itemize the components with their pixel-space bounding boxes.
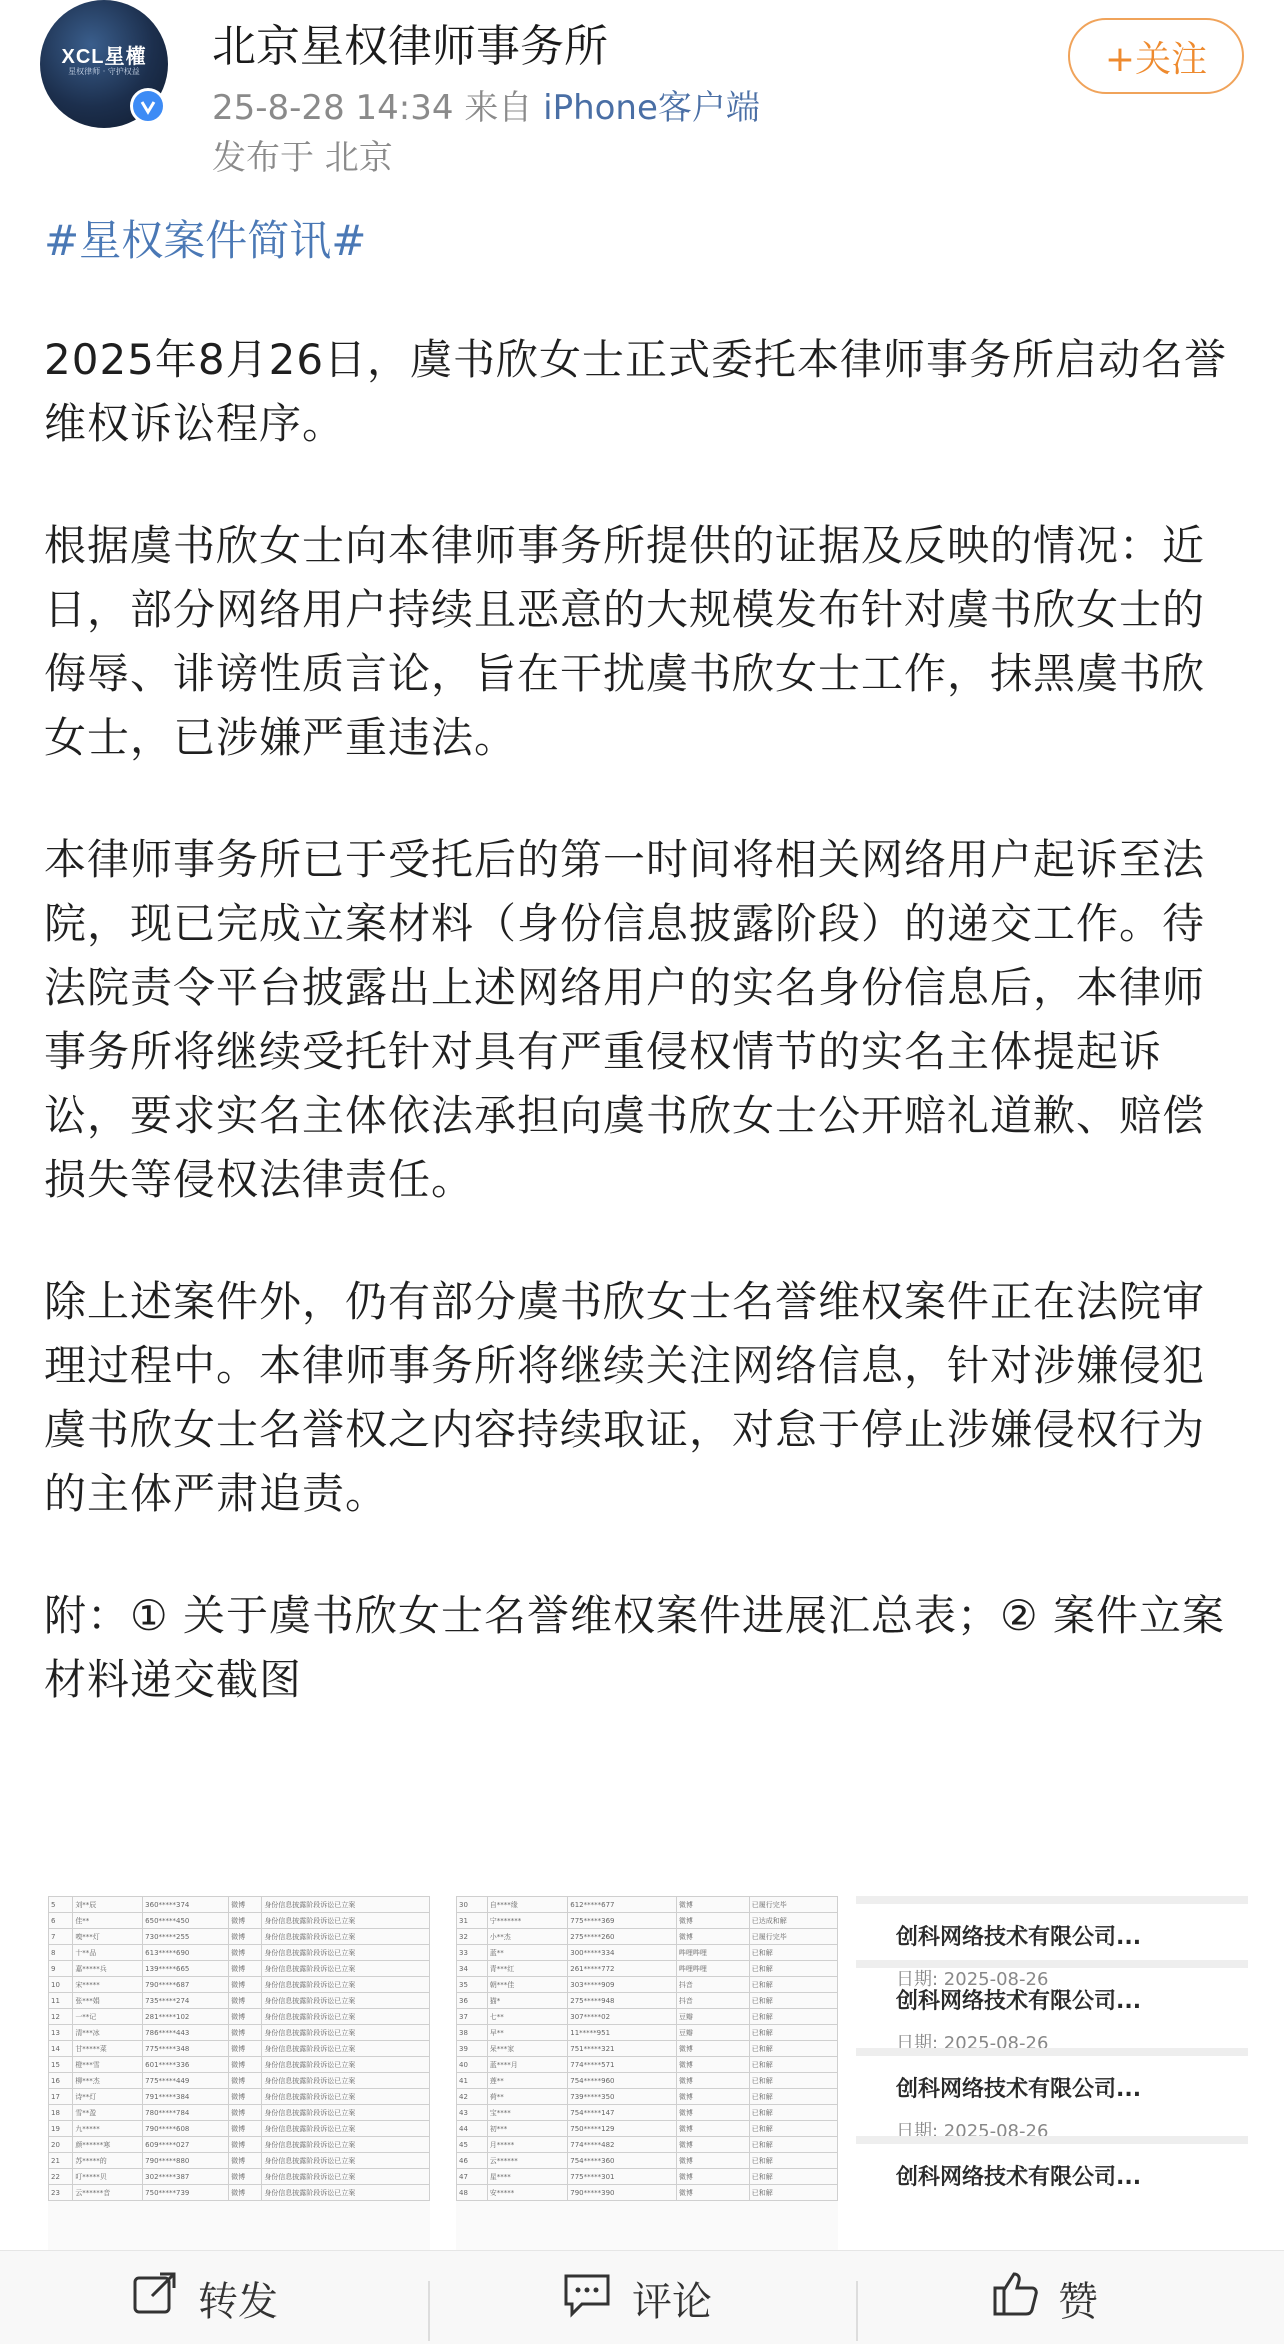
table-cell: 730*****255 xyxy=(143,1929,229,1945)
post-paragraph: 附：① 关于虞书欣女士名誉维权案件进展汇总表；② 案件立案材料递交截图 xyxy=(44,1591,1226,1704)
table-cell: 宋***** xyxy=(73,1977,143,1993)
table-cell: 豆瓣 xyxy=(676,2025,749,2041)
table-cell: 身份信息披露阶段诉讼已立案 xyxy=(262,2121,430,2137)
table-cell: 已和解 xyxy=(749,2105,837,2121)
case-table-2 xyxy=(456,1896,838,2201)
table-row xyxy=(49,2121,430,2137)
table-cell: 275*****260 xyxy=(568,1929,677,1945)
table-cell: 45 xyxy=(457,2137,488,2153)
table-row xyxy=(49,1977,430,1993)
table-row xyxy=(457,2025,838,2041)
table-cell: 微博 xyxy=(676,2169,749,2185)
table-cell: 613*****690 xyxy=(143,1945,229,1961)
table-row xyxy=(49,2025,430,2041)
table-cell: 已和解 xyxy=(749,2137,837,2153)
table-cell: 36 xyxy=(457,1993,488,2009)
table-row xyxy=(49,2137,430,2153)
table-cell: 35 xyxy=(457,1977,488,1993)
table-cell: 已和解 xyxy=(749,2121,837,2137)
like-button[interactable] xyxy=(990,2251,1098,2344)
repost-icon xyxy=(130,2268,180,2328)
table-cell: 5 xyxy=(49,1897,73,1913)
table-row xyxy=(49,2009,430,2025)
table-cell: 609*****027 xyxy=(143,2137,229,2153)
filing-card xyxy=(856,2048,1248,2142)
table-cell: 云****** xyxy=(487,2153,568,2169)
table-cell: 已履行完毕 xyxy=(749,1897,837,1913)
table-cell: 蓝****月 xyxy=(487,2057,568,2073)
table-row xyxy=(457,2185,838,2201)
table-cell: 七** xyxy=(487,2009,568,2025)
table-cell: 774*****571 xyxy=(568,2057,677,2073)
table-row xyxy=(49,2169,430,2185)
table-cell: 微博 xyxy=(676,2121,749,2137)
table-cell: 初*** xyxy=(487,2121,568,2137)
table-cell: 星**** xyxy=(487,2169,568,2185)
table-cell: 780*****784 xyxy=(143,2105,229,2121)
table-cell: 身份信息披露阶段诉讼已立案 xyxy=(262,1945,430,1961)
table-cell: 月***** xyxy=(487,2137,568,2153)
table-cell: 九***** xyxy=(73,2121,143,2137)
table-cell: 47 xyxy=(457,2169,488,2185)
table-row xyxy=(49,2057,430,2073)
table-cell: 呆***家 xyxy=(487,2041,568,2057)
table-cell: 23 xyxy=(49,2185,73,2201)
table-cell: 754*****960 xyxy=(568,2073,677,2089)
table-cell: 微博 xyxy=(229,2137,262,2153)
table-cell: 14 xyxy=(49,2041,73,2057)
repost-label: 转发 xyxy=(198,2278,278,2325)
verified-badge-icon xyxy=(130,88,166,124)
table-cell: 已和解 xyxy=(749,2153,837,2169)
table-cell: 微博 xyxy=(229,1945,262,1961)
table-cell: 身份信息披露阶段诉讼已立案 xyxy=(262,1961,430,1977)
table-cell: 31 xyxy=(457,1913,488,1929)
table-cell: 身份信息披露阶段诉讼已立案 xyxy=(262,1897,430,1913)
table-cell: 柳***杰 xyxy=(73,2073,143,2089)
post-paragraph: 本律师事务所已于受托后的第一时间将相关网络用户起诉至法院，现已完成立案材料（身份信息披露阶段）的递交工作。待法院责令平台披露出上述网络用户的实名身份信息后，本律师事务所将继续受托针对具有严重侵权情节的实名主体提起诉讼，要求实名主体依法承担向虞书欣女士公开赔礼道歉、赔偿损失等侵权法律责任。 xyxy=(44,835,1206,1204)
table-cell: 已和解 xyxy=(749,1961,837,1977)
avatar-logo-subtext: 星权律师 · 守护权益 xyxy=(68,67,140,76)
table-cell: 32 xyxy=(457,1929,488,1945)
table-cell: 已和解 xyxy=(749,2089,837,2105)
table-row xyxy=(457,2105,838,2121)
table-row xyxy=(49,1993,430,2009)
table-row xyxy=(49,2153,430,2169)
table-cell: 佳** xyxy=(73,1913,143,1929)
comment-label: 评论 xyxy=(632,2278,712,2325)
table-cell: 微博 xyxy=(229,2073,262,2089)
table-row xyxy=(49,2185,430,2201)
table-cell: 6 xyxy=(49,1913,73,1929)
table-cell: 抖音 xyxy=(676,1977,749,1993)
avatar-logo-text: XCL星權 xyxy=(61,46,147,68)
table-cell: 微博 xyxy=(229,1977,262,1993)
table-row xyxy=(457,2153,838,2169)
follow-button[interactable]: +关注 xyxy=(1068,18,1244,94)
table-cell: 754*****147 xyxy=(568,2105,677,2121)
table-row xyxy=(457,2057,838,2073)
table-cell: 抖音 xyxy=(676,1993,749,2009)
table-row xyxy=(457,2041,838,2057)
table-cell: 16 xyxy=(49,2073,73,2089)
table-cell: 790*****880 xyxy=(143,2153,229,2169)
image-grid xyxy=(48,1896,1248,2250)
table-row xyxy=(457,1977,838,1993)
table-cell: 微博 xyxy=(676,1929,749,1945)
table-cell: 微博 xyxy=(676,2137,749,2153)
table-cell: 已和解 xyxy=(749,2185,837,2201)
table-cell: 739*****350 xyxy=(568,2089,677,2105)
table-cell: 甘*****菜 xyxy=(73,2041,143,2057)
post-location: 发布于 北京 xyxy=(212,138,393,178)
table-cell: 已和解 xyxy=(749,1945,837,1961)
table-cell: 早** xyxy=(487,2025,568,2041)
table-cell: 身份信息披露阶段诉讼已立案 xyxy=(262,2169,430,2185)
table-cell: 775*****369 xyxy=(568,1913,677,1929)
table-cell: 307*****02 xyxy=(568,2009,677,2025)
table-cell: 清***冰 xyxy=(73,2025,143,2041)
filing-card-company: 创科网络技术有限公司... xyxy=(896,1925,1142,1950)
table-cell: 46 xyxy=(457,2153,488,2169)
table-cell: 微博 xyxy=(229,2153,262,2169)
table-row xyxy=(49,1897,430,1913)
table-cell: 10 xyxy=(49,1977,73,1993)
table-cell: 微博 xyxy=(229,1929,262,1945)
divider xyxy=(428,2281,430,2341)
account-name[interactable]: 北京星权律师事务所 xyxy=(212,21,608,72)
table-cell: 775*****348 xyxy=(143,2041,229,2057)
table-cell: 猫* xyxy=(487,1993,568,2009)
table-cell: 身份信息披露阶段诉讼已立案 xyxy=(262,2185,430,2201)
table-cell: 41 xyxy=(457,2073,488,2089)
table-cell: 19 xyxy=(49,2121,73,2137)
table-row xyxy=(49,2105,430,2121)
thumbs-up-icon xyxy=(990,2268,1040,2328)
table-cell: 790*****390 xyxy=(568,2185,677,2201)
table-cell: 612*****677 xyxy=(568,1897,677,1913)
topic-hashtag[interactable]: #星权案件简讯# xyxy=(44,216,367,265)
table-cell: 15 xyxy=(49,2057,73,2073)
table-cell: 已和解 xyxy=(749,2169,837,2185)
table-cell: 775*****301 xyxy=(568,2169,677,2185)
post-meta xyxy=(212,80,760,129)
table-cell: 已和解 xyxy=(749,2073,837,2089)
table-cell: 微博 xyxy=(676,2041,749,2057)
comment-icon xyxy=(560,2268,614,2328)
repost-button[interactable] xyxy=(130,2251,278,2344)
table-row xyxy=(457,2009,838,2025)
table-cell: 微博 xyxy=(676,1913,749,1929)
table-cell: 601*****336 xyxy=(143,2057,229,2073)
table-cell: 微博 xyxy=(229,2057,262,2073)
table-cell: 300*****334 xyxy=(568,1945,677,1961)
table-cell: 朝***佳 xyxy=(487,1977,568,1993)
table-cell: 身份信息披露阶段诉讼已立案 xyxy=(262,2025,430,2041)
table-cell: 275*****948 xyxy=(568,1993,677,2009)
table-cell: 750*****129 xyxy=(568,2121,677,2137)
table-cell: 微博 xyxy=(229,2009,262,2025)
table-cell: 蓝** xyxy=(487,1945,568,1961)
table-cell: 735*****274 xyxy=(143,1993,229,2009)
table-cell: 微博 xyxy=(229,2041,262,2057)
table-cell: 44 xyxy=(457,2121,488,2137)
table-cell: 身份信息披露阶段诉讼已立案 xyxy=(262,2105,430,2121)
post-paragraph: 除上述案件外，仍有部分虞书欣女士名誉维权案件正在法院审理过程中。本律师事务所将继续关注网络信息，针对涉嫌侵犯虞书欣女士名誉权之内容持续取证，对怠于停止涉嫌侵权行为的主体严肃追责。 xyxy=(44,1277,1206,1518)
table-cell: 302*****387 xyxy=(143,2169,229,2185)
table-cell: 34 xyxy=(457,1961,488,1977)
table-cell: 790*****687 xyxy=(143,1977,229,1993)
table-cell: 微博 xyxy=(676,2057,749,2073)
table-cell: 已和解 xyxy=(749,2041,837,2057)
table-cell: 261*****772 xyxy=(568,1961,677,1977)
table-cell: 360*****374 xyxy=(143,1897,229,1913)
table-cell: 嗅***灯 xyxy=(73,1929,143,1945)
table-cell: 774*****482 xyxy=(568,2137,677,2153)
table-cell: 已和解 xyxy=(749,2057,837,2073)
table-cell: 43 xyxy=(457,2105,488,2121)
table-cell: 22 xyxy=(49,2169,73,2185)
table-row xyxy=(457,2121,838,2137)
table-row xyxy=(49,2041,430,2057)
table-cell: 微博 xyxy=(676,2153,749,2169)
table-cell: 微博 xyxy=(229,2121,262,2137)
table-cell: 30 xyxy=(457,1897,488,1913)
post-body xyxy=(44,212,1244,1712)
table-cell: 云******音 xyxy=(73,2185,143,2201)
table-cell: 791*****384 xyxy=(143,2089,229,2105)
table-cell: 139*****665 xyxy=(143,1961,229,1977)
table-cell: 微博 xyxy=(229,1897,262,1913)
like-label: 赞 xyxy=(1058,2278,1098,2325)
table-row xyxy=(49,2089,430,2105)
filing-card xyxy=(856,2136,1248,2216)
table-cell: 微博 xyxy=(229,2169,262,2185)
case-table-1 xyxy=(48,1896,430,2201)
image-thumbnail-case-table-1[interactable] xyxy=(48,1896,430,2250)
table-cell: 宝**** xyxy=(487,2105,568,2121)
comment-button[interactable] xyxy=(560,2251,712,2344)
table-cell: 身份信息披露阶段诉讼已立案 xyxy=(262,2009,430,2025)
table-cell: 42 xyxy=(457,2089,488,2105)
table-cell: 身份信息披露阶段诉讼已立案 xyxy=(262,1913,430,1929)
table-row xyxy=(457,1913,838,1929)
table-cell: 自****缘 xyxy=(487,1897,568,1913)
image-thumbnail-filing-screenshot[interactable] xyxy=(856,1896,1248,2250)
table-cell: 750*****739 xyxy=(143,2185,229,2201)
table-cell: 诗**灯 xyxy=(73,2089,143,2105)
table-cell: 17 xyxy=(49,2089,73,2105)
table-cell: 宁******* xyxy=(487,1913,568,1929)
table-cell: 荷** xyxy=(487,2089,568,2105)
table-cell: 33 xyxy=(457,1945,488,1961)
table-cell: 身份信息披露阶段诉讼已立案 xyxy=(262,1929,430,1945)
table-cell: 微博 xyxy=(229,1993,262,2009)
table-row xyxy=(49,1961,430,1977)
table-cell: 微博 xyxy=(676,2105,749,2121)
table-cell: 13 xyxy=(49,2025,73,2041)
table-row xyxy=(457,1929,838,1945)
table-cell: 张***娟 xyxy=(73,1993,143,2009)
table-cell: 已履行完毕 xyxy=(749,1929,837,1945)
table-cell: 20 xyxy=(49,2137,73,2153)
table-cell: 11*****951 xyxy=(568,2025,677,2041)
table-row xyxy=(457,1897,838,1913)
table-cell: 11 xyxy=(49,1993,73,2009)
image-thumbnail-case-table-2[interactable] xyxy=(456,1896,838,2250)
table-cell: 已和解 xyxy=(749,2025,837,2041)
post-paragraph: 根据虞书欣女士向本律师事务所提供的证据及反映的情况：近日，部分网络用户持续且恶意的大规模发布针对虞书欣女士的侮辱、诽谤性质言论，旨在干扰虞书欣女士工作，抹黑虞书欣女士，已涉嫌严重违法。 xyxy=(44,521,1206,762)
table-row xyxy=(457,2137,838,2153)
table-cell: 身份信息披露阶段诉讼已立案 xyxy=(262,1977,430,1993)
table-cell: 7 xyxy=(49,1929,73,1945)
table-cell: 751*****321 xyxy=(568,2041,677,2057)
table-cell: 颜******寒 xyxy=(73,2137,143,2153)
table-row xyxy=(49,2073,430,2089)
table-cell: 微博 xyxy=(676,1897,749,1913)
table-cell: 39 xyxy=(457,2041,488,2057)
table-cell: 已和解 xyxy=(749,2009,837,2025)
source-prefix: 来自 xyxy=(464,88,533,128)
table-cell: 哔哩哔哩 xyxy=(676,1945,749,1961)
table-cell: 叮*****贝 xyxy=(73,2169,143,2185)
table-cell: 已达成和解 xyxy=(749,1913,837,1929)
table-cell: 40 xyxy=(457,2057,488,2073)
table-cell: 豆瓣 xyxy=(676,2009,749,2025)
table-cell: 安***** xyxy=(487,2185,568,2201)
table-cell: 790*****608 xyxy=(143,2121,229,2137)
table-cell: 已和解 xyxy=(749,1993,837,2009)
table-cell: 微博 xyxy=(229,2185,262,2201)
table-cell: 9 xyxy=(49,1961,73,1977)
table-cell: 嘉*****兵 xyxy=(73,1961,143,1977)
table-row xyxy=(457,1993,838,2009)
filing-card xyxy=(856,1960,1248,2054)
filing-card-date: 日期: 2025-08-26 xyxy=(896,2121,1049,2142)
table-cell: 微博 xyxy=(676,2073,749,2089)
table-cell: 775*****449 xyxy=(143,2073,229,2089)
table-row xyxy=(457,2169,838,2185)
table-cell: 18 xyxy=(49,2105,73,2121)
filing-card-company: 创科网络技术有限公司... xyxy=(896,2165,1142,2190)
divider xyxy=(856,2281,858,2341)
table-cell: 281*****102 xyxy=(143,2009,229,2025)
table-cell: 38 xyxy=(457,2025,488,2041)
filing-card-date: 日期: 2025-08-26 xyxy=(896,2033,1049,2054)
table-cell: 刘**辰 xyxy=(73,1897,143,1913)
table-row xyxy=(49,1913,430,1929)
table-cell: 橙***雪 xyxy=(73,2057,143,2073)
table-cell: 身份信息披露阶段诉讼已立案 xyxy=(262,2041,430,2057)
post-header xyxy=(0,0,1284,200)
table-cell: 小**杰 xyxy=(487,1929,568,1945)
filing-card-date: 日期: 2025-08-26 xyxy=(896,1969,1049,1990)
table-cell: 303*****909 xyxy=(568,1977,677,1993)
table-cell: 21 xyxy=(49,2153,73,2169)
table-cell: 莲** xyxy=(487,2073,568,2089)
table-cell: 8 xyxy=(49,1945,73,1961)
table-row xyxy=(49,1929,430,1945)
table-cell: 754*****360 xyxy=(568,2153,677,2169)
table-row xyxy=(457,2089,838,2105)
filing-card-company: 创科网络技术有限公司... xyxy=(896,1989,1142,2014)
table-cell: 哔哩哔哩 xyxy=(676,1961,749,1977)
table-cell: 身份信息披露阶段诉讼已立案 xyxy=(262,2137,430,2153)
table-cell: 786*****443 xyxy=(143,2025,229,2041)
filing-card-company: 创科网络技术有限公司... xyxy=(896,2077,1142,2102)
table-row xyxy=(49,1945,430,1961)
table-cell: 青***红 xyxy=(487,1961,568,1977)
table-cell: 苏*****的 xyxy=(73,2153,143,2169)
table-cell: 身份信息披露阶段诉讼已立案 xyxy=(262,2073,430,2089)
table-cell: 650*****450 xyxy=(143,1913,229,1929)
table-cell: 微博 xyxy=(229,1913,262,1929)
table-cell: 48 xyxy=(457,2185,488,2201)
table-cell: 37 xyxy=(457,2009,488,2025)
table-cell: 12 xyxy=(49,2009,73,2025)
table-cell: 一**记 xyxy=(73,2009,143,2025)
table-cell: 身份信息披露阶段诉讼已立案 xyxy=(262,2153,430,2169)
post-source[interactable]: iPhone客户端 xyxy=(543,88,760,128)
table-cell: 微博 xyxy=(229,2025,262,2041)
table-cell: 雪**盈 xyxy=(73,2105,143,2121)
table-cell: 已和解 xyxy=(749,1977,837,1993)
post-paragraph: 2025年8月26日，虞书欣女士正式委托本律师事务所启动名誉维权诉讼程序。 xyxy=(44,335,1228,448)
table-cell: 十**品 xyxy=(73,1945,143,1961)
table-row xyxy=(457,2073,838,2089)
table-cell: 微博 xyxy=(229,2089,262,2105)
bottom-action-bar xyxy=(0,2250,1284,2344)
table-cell: 身份信息披露阶段诉讼已立案 xyxy=(262,2089,430,2105)
table-cell: 身份信息披露阶段诉讼已立案 xyxy=(262,2057,430,2073)
table-row xyxy=(457,1961,838,1977)
table-cell: 微博 xyxy=(676,2089,749,2105)
post-timestamp: 25-8-28 14:34 xyxy=(212,88,454,128)
table-row xyxy=(457,1945,838,1961)
table-cell: 微博 xyxy=(676,2185,749,2201)
table-cell: 身份信息披露阶段诉讼已立案 xyxy=(262,1993,430,2009)
table-cell: 微博 xyxy=(229,2105,262,2121)
table-cell: 微博 xyxy=(229,1961,262,1977)
